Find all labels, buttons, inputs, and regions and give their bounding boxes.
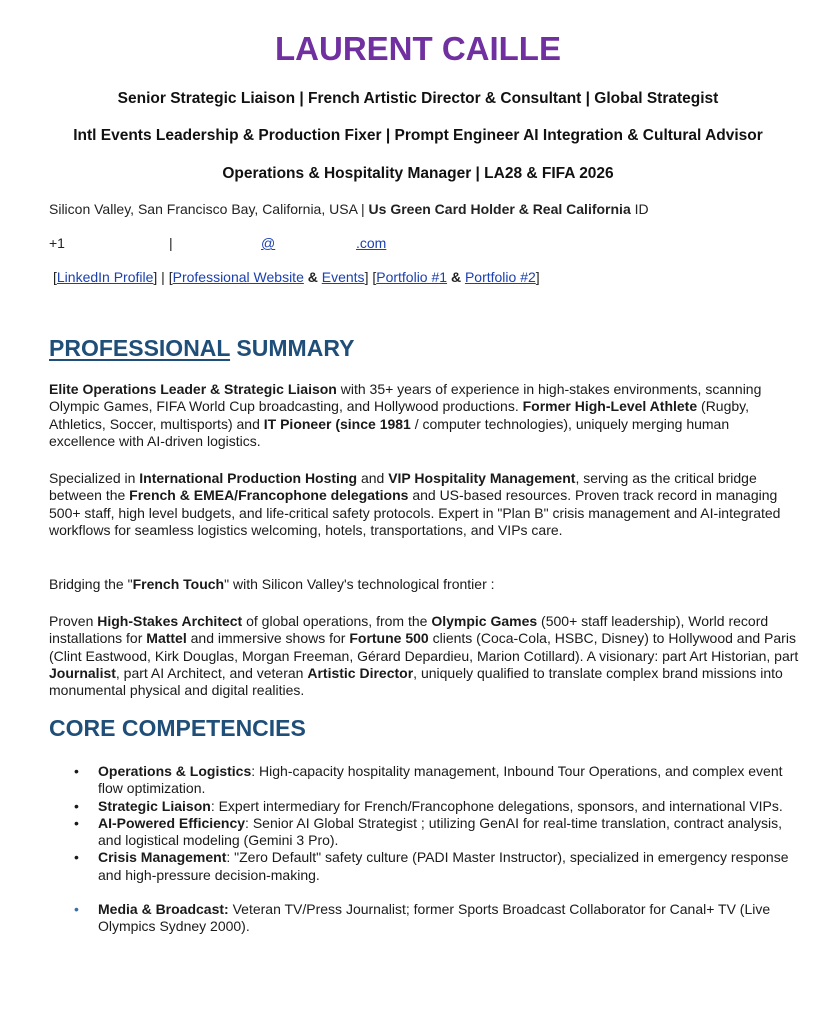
competency-item [49, 798, 799, 815]
bullet-icon: • [74, 763, 79, 779]
summary-paragraph-4 [49, 613, 799, 699]
separator: ] [ [364, 269, 377, 285]
professional-website-link[interactable]: Professional Website [172, 269, 304, 285]
competency-title: Operations & Logistics [98, 763, 252, 779]
location-line [49, 201, 649, 217]
text-run: and US-based resources. Proven track record in managing 500+ staff, high level budgets, and life-critical safety protocols. Expert in "Plan B" crisis management and AI-integrated workflows for seamless logistics welcoming, hotels, transportations, and VIPs care. [49, 487, 781, 538]
text-run: of global operations, from the [242, 613, 432, 629]
heading-rest: SUMMARY [230, 335, 355, 361]
linkedin-profile-link[interactable]: LinkedIn Profile [56, 269, 154, 285]
bullet-icon: • [74, 901, 79, 918]
text-run: with 35+ years of experience in high-stakes environments, scanning Olympic Games, FIFA World Cup broadcasting, and Hollywood productions. [49, 381, 762, 415]
competency-text: : High-capacity hospitality management, Inbound Tour Operations, and complex event flow optimization. [98, 763, 783, 797]
portfolio-2-link[interactable]: Portfolio #2 [464, 269, 536, 285]
bold-text-run: Elite Operations Leader & Strategic Liaison [49, 381, 337, 397]
competency-item [49, 849, 799, 884]
bullet-icon: • [74, 849, 79, 866]
competency-title: AI-Powered Efficiency [98, 814, 246, 831]
competency-title: Strategic Liaison [98, 797, 211, 814]
bold-text-run: VIP Hospitality Management [388, 470, 576, 486]
text-run: Specialized in [49, 470, 140, 486]
tagline-3: Operations & Hospitality Manager | LA28 & FIFA 2026 [222, 165, 614, 182]
text-run: and [357, 470, 389, 486]
text-run: Proven [49, 613, 98, 629]
heading-underlined-part: PROFESSIONAL [49, 335, 231, 361]
bold-text-run: Olympic Games [431, 613, 538, 629]
competency-text: : "Zero Default" safety culture (PADI Master Instructor), specialized in emergency response and high-pressure decision-making. [98, 849, 789, 883]
text-run: , part AI Architect, and veteran [115, 664, 308, 681]
bold-text-run: Journalist [49, 664, 116, 681]
bold-text-run: French Touch [132, 576, 225, 592]
summary-paragraph-2 [49, 470, 799, 539]
email-link-at[interactable]: @ [261, 235, 276, 251]
bold-text-run: Artistic Director [307, 664, 414, 681]
summary-paragraph-3 [49, 576, 799, 593]
text-run: " with Silicon Valley's technological frontier : [224, 576, 495, 592]
tagline-2: Intl Events Leadership & Production Fixer | Prompt Engineer AI Integration & Cultural Advisor [73, 127, 763, 144]
text-run: , uniquely qualified to translate complex brand missions into monumental physical and digital realities. [49, 664, 783, 699]
bracket: ] [535, 269, 540, 285]
events-link[interactable]: Events [321, 269, 365, 285]
text-run: clients (Coca-Cola, HSBC, Disney) to Hollywood and Paris (Clint Eastwood, Kirk Douglas, Morgan Freeman, Gérard Depardieu, Marion Cotillard). A visionary: part Art Historian, part [49, 630, 799, 664]
competency-item [49, 901, 799, 936]
competency-text: Veteran TV/Press Journalist; former Sports Broadcast Collaborator for Canal+ TV (Live Olympics Sydney 2000). [98, 901, 771, 935]
bracket: [ [53, 269, 57, 285]
summary-paragraph-1 [49, 381, 799, 450]
text-run: (Rugby, Athletics, Soccer, multisports) and [49, 398, 750, 432]
separator: ] | [ [153, 269, 173, 285]
competencies-list [49, 763, 799, 936]
bold-text-run: Former High-Level Athlete [522, 398, 698, 415]
phone-number[interactable]: +1 [49, 235, 65, 251]
candidate-name: LAURENT CAILLE [275, 30, 561, 67]
bullet-icon: • [74, 814, 79, 831]
competency-text: : Senior AI Global Strategist ; utilizing GenAI for real-time translation, contract analysis, and logistical modeling (Gemini 3 Pro). [98, 814, 782, 849]
portfolio-1-link[interactable]: Portfolio #1 [376, 269, 448, 285]
links-line [53, 269, 540, 285]
email-link-domain[interactable]: .com [356, 235, 387, 251]
contact-separator: | [169, 235, 173, 251]
location-text: Silicon Valley, San Francisco Bay, California, USA | [49, 201, 369, 217]
professional-summary-heading [49, 335, 354, 362]
bold-text-run: Fortune 500 [349, 630, 429, 647]
bold-text-run: French & EMEA/Francophone delegations [129, 487, 409, 504]
bullet-icon: • [74, 797, 79, 814]
text-run: , serving as the critical bridge between the [49, 470, 757, 504]
competency-title: Crisis Management [98, 849, 227, 866]
ampersand: & [303, 269, 322, 285]
text-run: Bridging the " [49, 576, 133, 592]
tagline-1: Senior Strategic Liaison | French Artistic Director & Consultant | Global Strategist [117, 90, 719, 107]
text-run: (500+ staff leadership), World record installations for [49, 613, 769, 647]
competency-title: Media & Broadcast: [98, 901, 229, 918]
bold-text-run: International Production Hosting [139, 470, 358, 486]
residency-status: Us Green Card Holder & Real California [368, 201, 631, 217]
text-run: and immersive shows for [186, 630, 350, 647]
competency-item [49, 763, 799, 798]
text-run: / computer technologies), uniquely merging human excellence with AI-driven logistics. [49, 415, 730, 449]
bold-text-run: IT Pioneer (since 1981 [263, 415, 411, 432]
ampersand: & [447, 269, 465, 285]
competency-text: : Expert intermediary for French/Francophone delegations, sponsors, and international VIPs. [210, 797, 783, 814]
competency-item [49, 815, 799, 850]
id-text: ID [630, 201, 649, 217]
bold-text-run: Mattel [146, 630, 187, 647]
bold-text-run: High-Stakes Architect [97, 613, 243, 629]
core-competencies-heading: CORE COMPETENCIES [49, 715, 306, 741]
